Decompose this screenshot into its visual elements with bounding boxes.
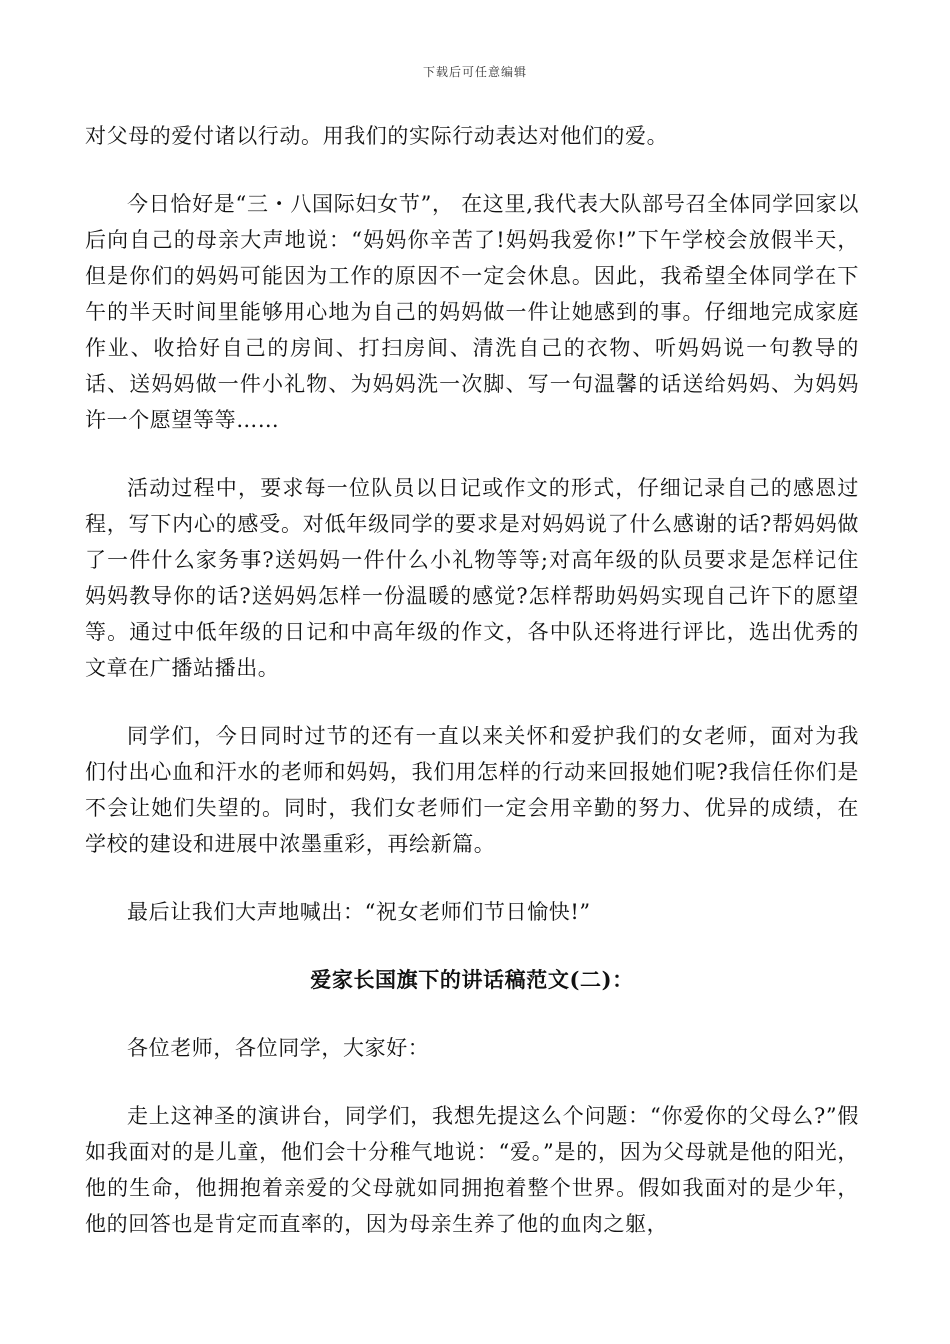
section-heading: 爱家长国旗下的讲话稿范文(二)： xyxy=(310,967,634,992)
paragraph-greeting: 各位老师，各位同学，大家好： xyxy=(127,1036,430,1060)
paragraph-5: 最后让我们大声地喊出：“祝女老师们节日愉快!” xyxy=(127,900,591,924)
paragraph-1: 对父母的爱付诸以行动。用我们的实际行动表达对他们的爱。 xyxy=(85,124,669,148)
page-header: 下载后可任意编辑 xyxy=(422,65,527,79)
paragraph-7: 走上这神圣的演讲台，同学们，我想先提这么个问题：“你爱你的父母么?”假如我面对的是儿童，他们会十分稚气地说：“爱。”是的，因为父母就是他的阳光，他的生命，他拥抱着亲爱的父母就如同拥抱着整个世界。假如我面对的是少年，他的回答也是肯定而直率的，因为母亲生养了他的血肉之躯， xyxy=(85,1104,859,1236)
paragraph-2: 今日恰好是“三・八国际妇女节”， 在这里,我代表大队部号召全体同学回家以后向自己的母亲大声地说：“妈妈你辛苦了!妈妈我爱你!”下午学校会放假半天，但是你们的妈妈可能因为工作的原因不一定会休息。因此，我希望全体同学在下午的半天时间里能够用心地为自己的妈妈做一件让她感到的事。仔细地完成家庭作业、收拾好自己的房间、打扫房间、清洗自己的衣物、听妈妈说一句教导的话、送妈妈做一件小礼物、为妈妈洗一次脚、写一句温馨的话送给妈妈、为妈妈许一个愿望等等…… xyxy=(85,192,859,432)
paragraph-3: 活动过程中，要求每一位队员以日记或作文的形式，仔细记录自己的感恩过程，写下内心的感受。对低年级同学的要求是对妈妈说了什么感谢的话?帮妈妈做了一件什么家务事?送妈妈一件什么小礼物等等;对高年级的队员要求是怎样记住妈妈教导你的话?送妈妈怎样一份温暖的感觉?怎样帮助妈妈实现自己许下的愿望等。通过中低年级的日记和中高年级的作文，各中队还将进行评比，选出优秀的文章在广播站播出。 xyxy=(85,476,859,680)
document-body xyxy=(85,118,859,1274)
paragraph-4: 同学们，今日同时过节的还有一直以来关怀和爱护我们的女老师，面对为我们付出心血和汗水的老师和妈妈，我们用怎样的行动来回报她们呢?我信任你们是不会让她们失望的。同时，我们女老师们一定会用辛勤的努力、优异的成绩，在学校的建设和进展中浓墨重彩，再绘新篇。 xyxy=(85,724,859,856)
